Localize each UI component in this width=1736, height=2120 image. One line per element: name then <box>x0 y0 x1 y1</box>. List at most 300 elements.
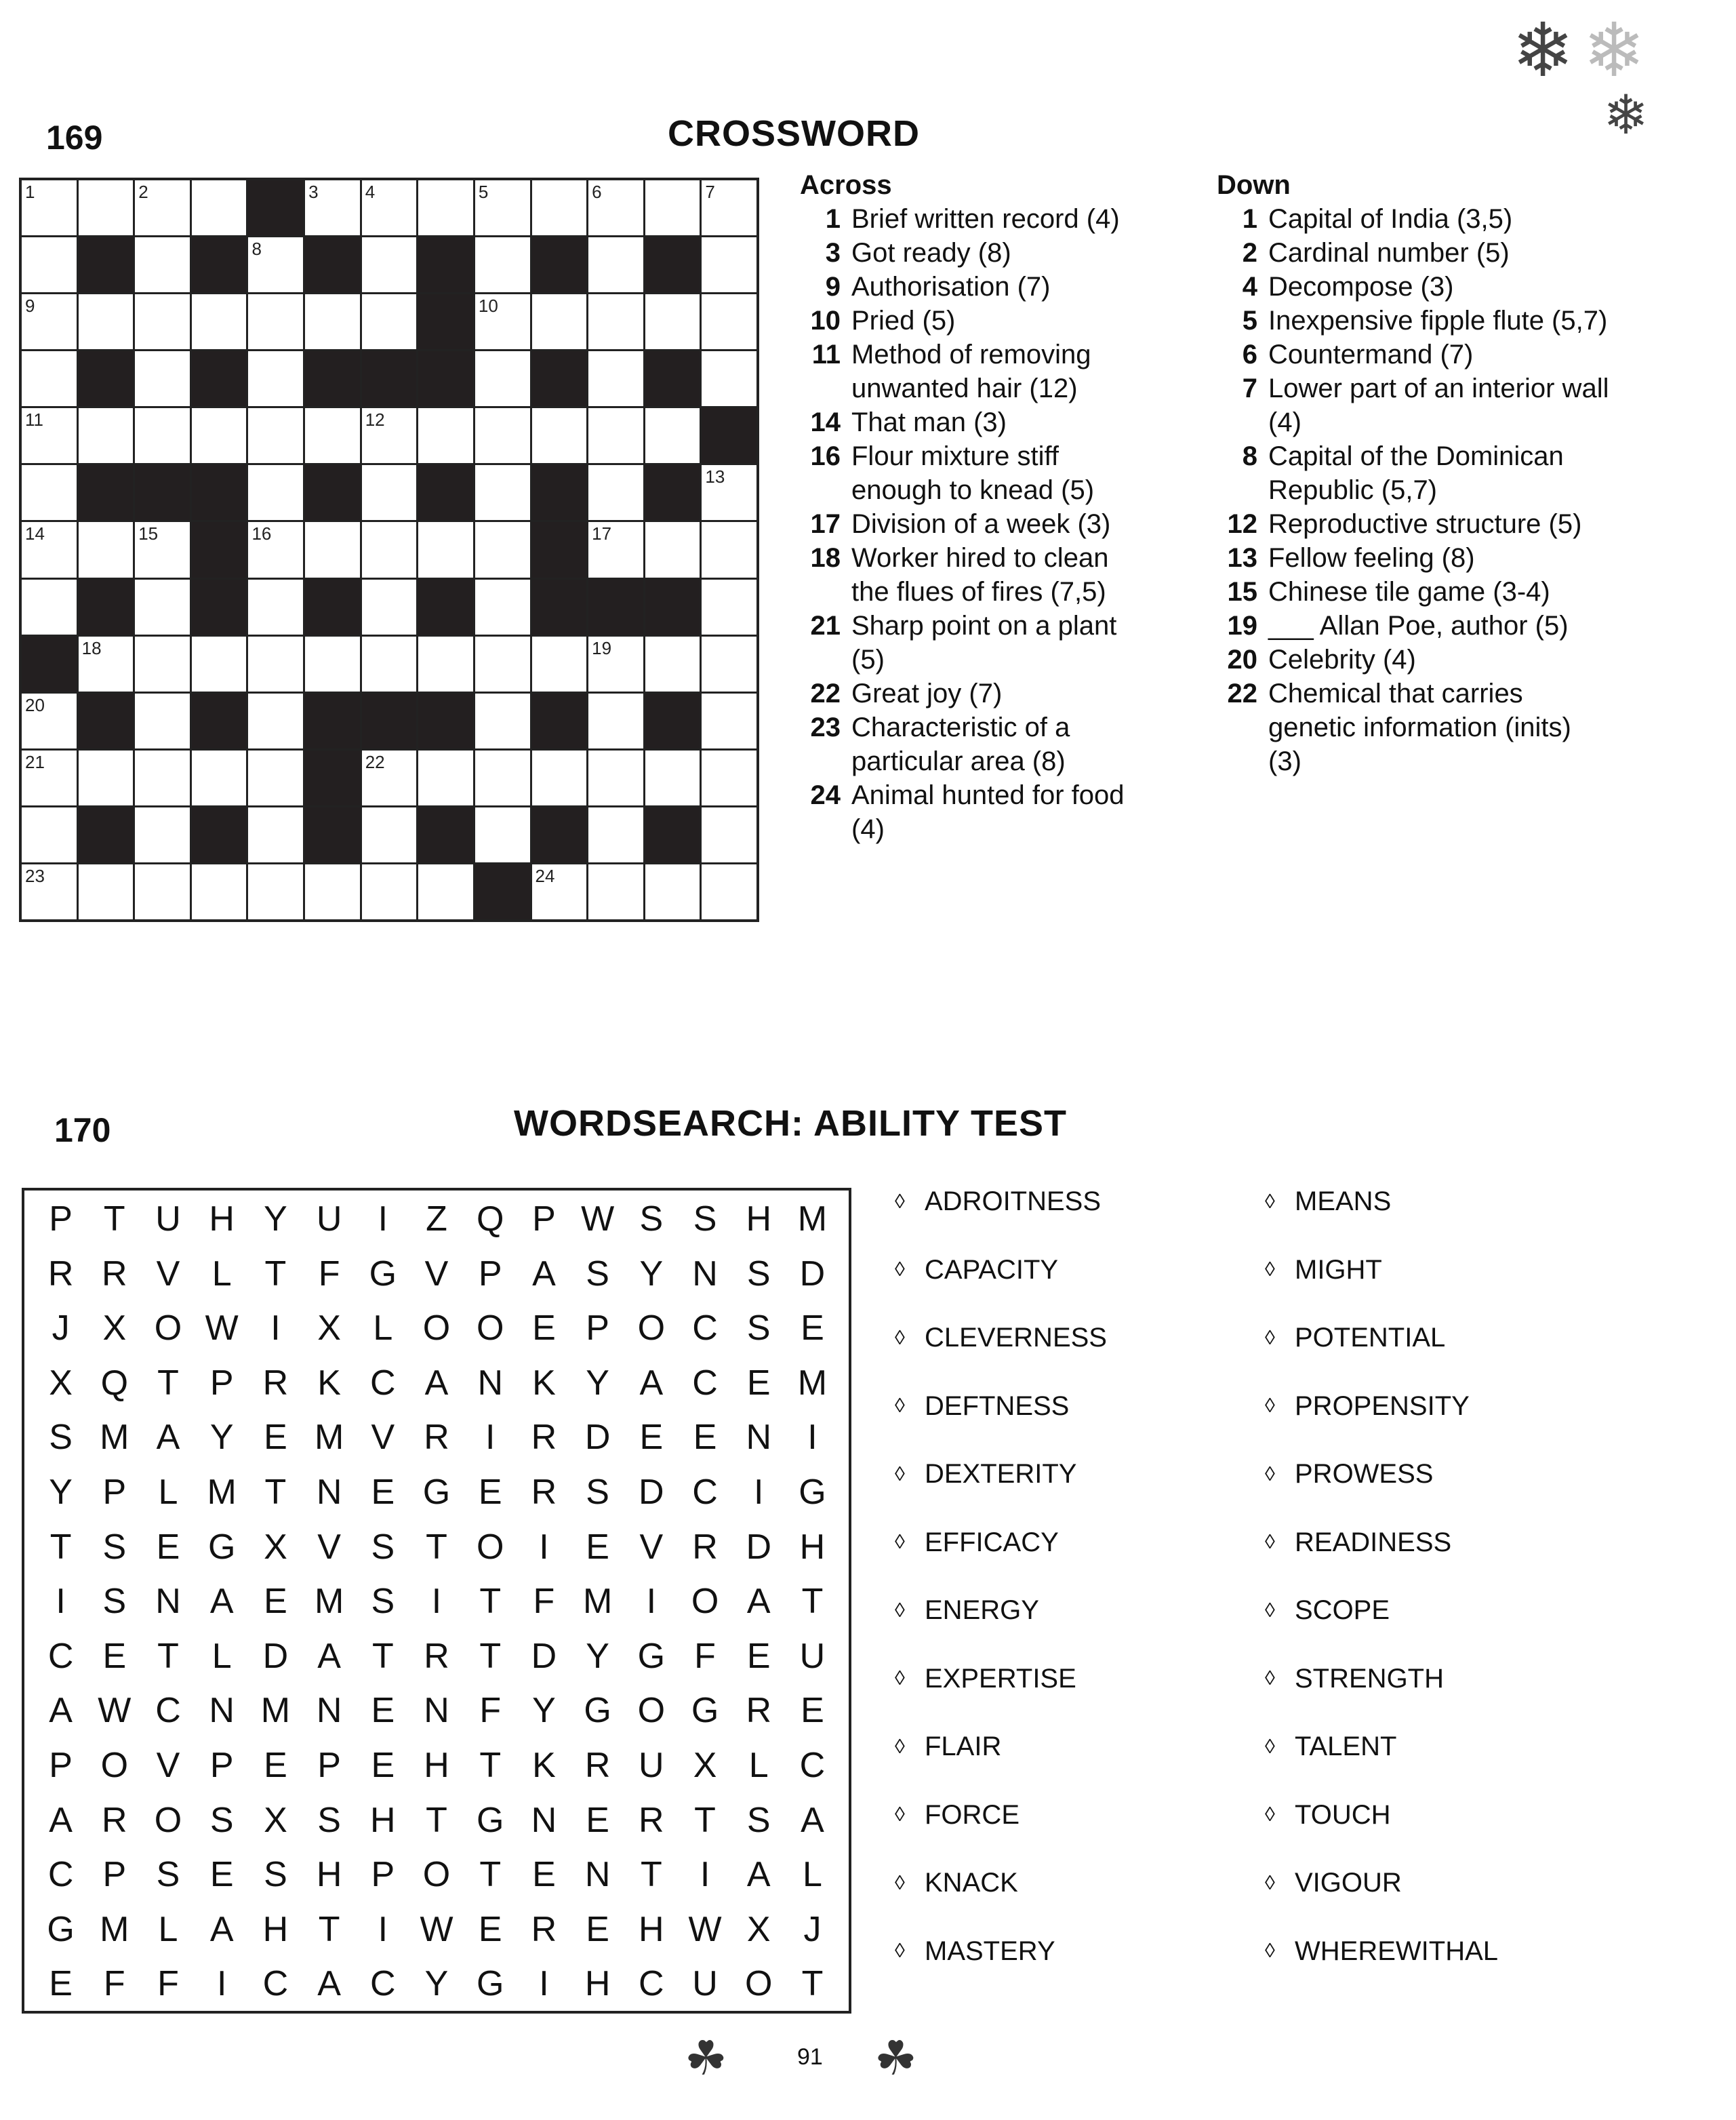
letter[interactable]: A <box>209 1909 234 1949</box>
crossword-cell[interactable] <box>702 807 756 862</box>
letter[interactable]: T <box>479 1582 502 1622</box>
letter[interactable]: A <box>317 1636 341 1676</box>
letter[interactable]: T <box>264 1473 287 1512</box>
letter[interactable]: T <box>318 1909 340 1949</box>
crossword-cell[interactable] <box>135 351 190 406</box>
letter[interactable]: P <box>209 1746 234 1785</box>
letter[interactable]: L <box>748 1746 769 1785</box>
letter[interactable]: S <box>746 1254 771 1294</box>
letter[interactable]: T <box>640 1855 662 1895</box>
letter[interactable]: V <box>639 1527 664 1567</box>
letter[interactable]: P <box>371 1855 395 1895</box>
letter[interactable]: E <box>746 1636 771 1676</box>
crossword-cell[interactable] <box>588 408 643 463</box>
crossword-cell[interactable] <box>135 408 190 463</box>
letter[interactable]: I <box>807 1418 817 1458</box>
letter[interactable]: T <box>49 1527 72 1567</box>
crossword-cell[interactable] <box>305 864 360 919</box>
letter[interactable]: N <box>316 1473 342 1512</box>
letter[interactable]: O <box>477 1308 504 1348</box>
crossword-cell[interactable] <box>192 408 247 463</box>
letter[interactable]: S <box>746 1800 771 1840</box>
crossword-cell[interactable] <box>135 637 190 692</box>
letter[interactable]: C <box>370 1363 396 1403</box>
letter[interactable]: E <box>264 1418 287 1458</box>
letter[interactable]: E <box>746 1363 771 1403</box>
letter[interactable]: S <box>371 1527 395 1567</box>
letter[interactable]: I <box>378 1909 388 1949</box>
crossword-cell[interactable] <box>418 522 473 577</box>
crossword-cell[interactable] <box>79 637 134 692</box>
crossword-cell[interactable] <box>418 180 473 235</box>
crossword-cell[interactable] <box>79 180 134 235</box>
crossword-cell[interactable] <box>135 751 190 805</box>
letter[interactable]: Y <box>532 1691 556 1731</box>
letter[interactable]: G <box>47 1909 75 1949</box>
letter[interactable]: A <box>317 1964 341 2004</box>
letter[interactable]: R <box>102 1800 127 1840</box>
letter[interactable]: S <box>264 1855 287 1895</box>
letter[interactable]: X <box>49 1363 73 1403</box>
letter[interactable]: P <box>102 1473 127 1512</box>
letter[interactable]: E <box>586 1909 609 1949</box>
letter[interactable]: P <box>317 1746 341 1785</box>
letter[interactable]: I <box>378 1199 388 1239</box>
letter[interactable]: T <box>479 1746 502 1785</box>
crossword-cell[interactable] <box>588 694 643 748</box>
letter[interactable]: D <box>746 1527 772 1567</box>
letter[interactable]: E <box>264 1746 287 1785</box>
crossword-cell[interactable] <box>362 580 417 635</box>
letter[interactable]: C <box>639 1964 664 2004</box>
crossword-cell[interactable] <box>475 751 530 805</box>
crossword-cell[interactable] <box>248 751 303 805</box>
crossword-cell[interactable] <box>135 294 190 349</box>
crossword-cell[interactable] <box>475 807 530 862</box>
letter[interactable]: C <box>370 1964 396 2004</box>
crossword-cell[interactable] <box>418 637 473 692</box>
crossword-cell[interactable] <box>702 864 756 919</box>
crossword-cell[interactable] <box>248 807 303 862</box>
crossword-cell[interactable] <box>248 637 303 692</box>
crossword-cell[interactable] <box>79 408 134 463</box>
letter[interactable]: R <box>47 1254 74 1294</box>
letter[interactable]: E <box>532 1855 556 1895</box>
letter[interactable]: I <box>431 1582 442 1622</box>
letter[interactable]: P <box>102 1855 127 1895</box>
crossword-cell[interactable] <box>588 751 643 805</box>
letter[interactable]: T <box>694 1800 716 1840</box>
crossword-cell[interactable] <box>588 864 643 919</box>
letter[interactable]: R <box>424 1636 449 1676</box>
letter[interactable]: V <box>156 1746 180 1785</box>
crossword-cell[interactable] <box>645 408 700 463</box>
letter[interactable]: R <box>531 1909 557 1949</box>
crossword-cell[interactable] <box>588 180 643 235</box>
crossword-cell[interactable] <box>702 180 756 235</box>
letter[interactable]: R <box>531 1418 557 1458</box>
crossword-cell[interactable] <box>192 637 247 692</box>
letter[interactable]: D <box>531 1636 557 1676</box>
crossword-cell[interactable] <box>22 694 77 748</box>
crossword-cell[interactable] <box>588 465 643 520</box>
crossword-cell[interactable] <box>475 694 530 748</box>
letter[interactable]: O <box>691 1582 719 1622</box>
letter[interactable]: I <box>485 1418 496 1458</box>
crossword-cell[interactable] <box>418 864 473 919</box>
letter[interactable]: A <box>424 1363 449 1403</box>
letter[interactable]: I <box>270 1308 281 1348</box>
letter[interactable]: A <box>209 1582 234 1622</box>
letter[interactable]: O <box>154 1308 182 1348</box>
crossword-cell[interactable] <box>532 864 587 919</box>
letter[interactable]: M <box>260 1691 291 1731</box>
letter[interactable]: H <box>746 1199 772 1239</box>
crossword-cell[interactable] <box>79 864 134 919</box>
crossword-cell[interactable] <box>588 351 643 406</box>
crossword-cell[interactable] <box>22 237 77 292</box>
letter[interactable]: E <box>586 1800 609 1840</box>
letter[interactable]: U <box>316 1199 342 1239</box>
crossword-cell[interactable] <box>362 751 417 805</box>
letter[interactable]: T <box>371 1636 394 1676</box>
letter[interactable]: E <box>156 1527 180 1567</box>
letter[interactable]: G <box>477 1964 504 2004</box>
letter[interactable]: E <box>102 1636 127 1676</box>
letter[interactable]: P <box>49 1746 73 1785</box>
letter[interactable]: E <box>693 1418 717 1458</box>
letter[interactable]: I <box>754 1473 764 1512</box>
letter[interactable]: M <box>314 1582 344 1622</box>
crossword-cell[interactable] <box>702 694 756 748</box>
letter[interactable]: L <box>373 1308 393 1348</box>
letter[interactable]: S <box>209 1800 234 1840</box>
crossword-cell[interactable] <box>645 522 700 577</box>
letter[interactable]: T <box>426 1800 447 1840</box>
crossword-cell[interactable] <box>418 751 473 805</box>
letter[interactable]: N <box>316 1691 342 1731</box>
letter[interactable]: U <box>639 1746 664 1785</box>
crossword-cell[interactable] <box>475 180 530 235</box>
crossword-cell[interactable] <box>362 180 417 235</box>
letter[interactable]: W <box>98 1691 132 1731</box>
letter[interactable]: E <box>264 1582 287 1622</box>
letter[interactable]: X <box>264 1527 287 1567</box>
letter[interactable]: T <box>801 1964 824 2004</box>
letter[interactable]: D <box>584 1418 611 1458</box>
letter[interactable]: H <box>316 1855 342 1895</box>
crossword-cell[interactable] <box>532 180 587 235</box>
letter[interactable]: U <box>692 1964 718 2004</box>
letter[interactable]: M <box>100 1909 129 1949</box>
letter[interactable]: D <box>799 1254 826 1294</box>
letter[interactable]: I <box>216 1964 227 2004</box>
letter[interactable]: X <box>264 1800 287 1840</box>
letter[interactable]: X <box>693 1746 717 1785</box>
letter[interactable]: E <box>586 1527 609 1567</box>
letter[interactable]: N <box>424 1691 449 1731</box>
letter[interactable]: W <box>688 1909 722 1949</box>
crossword-cell[interactable] <box>702 237 756 292</box>
letter[interactable]: G <box>584 1691 611 1731</box>
letter[interactable]: N <box>155 1582 181 1622</box>
crossword-cell[interactable] <box>362 408 417 463</box>
letter[interactable]: Y <box>586 1363 609 1403</box>
letter[interactable]: R <box>692 1527 718 1567</box>
letter[interactable]: A <box>746 1855 771 1895</box>
letter[interactable]: S <box>49 1418 73 1458</box>
crossword-cell[interactable] <box>702 751 756 805</box>
letter[interactable]: O <box>637 1308 666 1348</box>
letter[interactable]: H <box>424 1746 449 1785</box>
letter[interactable]: C <box>155 1691 181 1731</box>
letter[interactable]: P <box>532 1199 556 1239</box>
letter[interactable]: H <box>262 1909 289 1949</box>
crossword-cell[interactable] <box>135 864 190 919</box>
letter[interactable]: R <box>531 1473 557 1512</box>
crossword-cell[interactable] <box>645 751 700 805</box>
letter[interactable]: M <box>797 1199 828 1239</box>
crossword-cell[interactable] <box>475 351 530 406</box>
letter[interactable]: F <box>103 1964 125 2004</box>
letter[interactable]: X <box>746 1909 771 1949</box>
letter[interactable]: S <box>156 1855 180 1895</box>
crossword-cell[interactable] <box>475 408 530 463</box>
letter[interactable]: K <box>532 1746 556 1785</box>
letter[interactable]: A <box>49 1800 73 1840</box>
letter[interactable]: N <box>531 1800 557 1840</box>
letter[interactable]: C <box>47 1636 74 1676</box>
letter[interactable]: E <box>209 1855 234 1895</box>
crossword-cell[interactable] <box>362 522 417 577</box>
letter[interactable]: G <box>477 1800 504 1840</box>
letter[interactable]: Y <box>209 1418 234 1458</box>
crossword-cell[interactable] <box>475 522 530 577</box>
crossword-cell[interactable] <box>475 294 530 349</box>
letter[interactable]: V <box>156 1254 180 1294</box>
crossword-cell[interactable] <box>645 294 700 349</box>
crossword-cell[interactable] <box>475 237 530 292</box>
letter[interactable]: Y <box>264 1199 287 1239</box>
crossword-cell[interactable] <box>532 294 587 349</box>
letter[interactable]: E <box>801 1308 824 1348</box>
crossword-cell[interactable] <box>79 751 134 805</box>
letter[interactable]: O <box>477 1527 504 1567</box>
crossword-cell[interactable] <box>305 180 360 235</box>
letter[interactable]: R <box>102 1254 127 1294</box>
letter[interactable]: N <box>584 1855 611 1895</box>
letter[interactable]: A <box>156 1418 180 1458</box>
letter[interactable]: T <box>801 1582 824 1622</box>
crossword-cell[interactable] <box>475 580 530 635</box>
crossword-cell[interactable] <box>702 465 756 520</box>
crossword-cell[interactable] <box>135 522 190 577</box>
letter[interactable]: R <box>639 1800 664 1840</box>
crossword-cell[interactable] <box>702 580 756 635</box>
letter[interactable]: S <box>586 1473 609 1512</box>
crossword-cell[interactable] <box>702 522 756 577</box>
letter[interactable]: H <box>370 1800 396 1840</box>
crossword-cell[interactable] <box>22 465 77 520</box>
letter[interactable]: P <box>209 1363 234 1403</box>
letter[interactable]: T <box>264 1254 287 1294</box>
letter[interactable]: L <box>211 1636 232 1676</box>
letter[interactable]: N <box>477 1363 503 1403</box>
letter[interactable]: U <box>155 1199 181 1239</box>
letter[interactable]: C <box>262 1964 289 2004</box>
letter[interactable]: O <box>637 1691 666 1731</box>
letter[interactable]: S <box>586 1254 609 1294</box>
letter[interactable]: E <box>478 1473 502 1512</box>
crossword-cell[interactable] <box>22 807 77 862</box>
letter[interactable]: E <box>801 1691 824 1731</box>
crossword-cell[interactable] <box>702 637 756 692</box>
crossword-cell[interactable] <box>248 294 303 349</box>
crossword-cell[interactable] <box>645 180 700 235</box>
crossword-cell[interactable] <box>588 294 643 349</box>
letter[interactable]: A <box>801 1800 824 1840</box>
crossword-cell[interactable] <box>475 465 530 520</box>
letter[interactable]: M <box>100 1418 129 1458</box>
letter[interactable]: S <box>317 1800 341 1840</box>
letter[interactable]: M <box>797 1363 828 1403</box>
letter[interactable]: E <box>371 1746 395 1785</box>
letter[interactable]: T <box>426 1527 447 1567</box>
letter[interactable]: S <box>746 1308 771 1348</box>
crossword-cell[interactable] <box>135 807 190 862</box>
letter[interactable]: S <box>102 1582 127 1622</box>
letter[interactable]: K <box>317 1363 341 1403</box>
letter[interactable]: A <box>746 1582 771 1622</box>
crossword-cell[interactable] <box>22 408 77 463</box>
crossword-cell[interactable] <box>192 751 247 805</box>
letter[interactable]: H <box>584 1964 611 2004</box>
crossword-cell[interactable] <box>588 522 643 577</box>
crossword-cell[interactable] <box>362 465 417 520</box>
letter[interactable]: C <box>692 1473 718 1512</box>
crossword-cell[interactable] <box>362 237 417 292</box>
crossword-cell[interactable] <box>532 637 587 692</box>
letter[interactable]: G <box>691 1691 719 1731</box>
crossword-cell[interactable] <box>588 237 643 292</box>
letter[interactable]: M <box>582 1582 613 1622</box>
crossword-cell[interactable] <box>135 237 190 292</box>
letter[interactable]: X <box>317 1308 341 1348</box>
letter[interactable]: I <box>539 1527 549 1567</box>
crossword-cell[interactable] <box>645 637 700 692</box>
letter[interactable]: E <box>639 1418 664 1458</box>
crossword-cell[interactable] <box>248 522 303 577</box>
letter[interactable]: H <box>639 1909 664 1949</box>
letter[interactable]: A <box>639 1363 664 1403</box>
crossword-cell[interactable] <box>588 637 643 692</box>
crossword-cell[interactable] <box>22 751 77 805</box>
letter[interactable]: I <box>56 1582 66 1622</box>
letter[interactable]: Y <box>639 1254 664 1294</box>
letter[interactable]: O <box>745 1964 773 2004</box>
letter[interactable]: O <box>154 1800 182 1840</box>
letter[interactable]: D <box>262 1636 289 1676</box>
letter[interactable]: L <box>158 1909 178 1949</box>
crossword-cell[interactable] <box>22 522 77 577</box>
letter[interactable]: F <box>157 1964 179 2004</box>
letter[interactable]: G <box>422 1473 451 1512</box>
letter[interactable]: C <box>692 1363 718 1403</box>
crossword-cell[interactable] <box>702 294 756 349</box>
crossword-cell[interactable] <box>192 864 247 919</box>
letter[interactable]: Q <box>100 1363 129 1403</box>
letter[interactable]: R <box>262 1363 289 1403</box>
crossword-cell[interactable] <box>135 180 190 235</box>
crossword-cell[interactable] <box>362 637 417 692</box>
letter[interactable]: T <box>157 1636 179 1676</box>
letter[interactable]: T <box>479 1636 502 1676</box>
crossword-cell[interactable] <box>305 294 360 349</box>
letter[interactable]: S <box>639 1199 664 1239</box>
letter[interactable]: O <box>422 1308 451 1348</box>
letter[interactable]: W <box>205 1308 239 1348</box>
crossword-cell[interactable] <box>532 751 587 805</box>
letter[interactable]: T <box>103 1199 125 1239</box>
letter[interactable]: A <box>532 1254 556 1294</box>
letter[interactable]: N <box>746 1418 772 1458</box>
letter[interactable]: R <box>584 1746 611 1785</box>
letter[interactable]: F <box>533 1582 555 1622</box>
crossword-cell[interactable] <box>22 864 77 919</box>
letter[interactable]: E <box>371 1473 395 1512</box>
crossword-cell[interactable] <box>135 694 190 748</box>
letter[interactable]: E <box>478 1909 502 1949</box>
crossword-cell[interactable] <box>22 580 77 635</box>
letter[interactable]: S <box>102 1527 127 1567</box>
crossword-cell[interactable] <box>305 408 360 463</box>
letter[interactable]: G <box>207 1527 236 1567</box>
crossword-cell[interactable] <box>248 351 303 406</box>
letter[interactable]: C <box>47 1855 74 1895</box>
crossword-cell[interactable] <box>418 408 473 463</box>
crossword-cell[interactable] <box>362 864 417 919</box>
letter[interactable]: R <box>746 1691 772 1731</box>
letter[interactable]: F <box>479 1691 502 1731</box>
letter[interactable]: Y <box>424 1964 449 2004</box>
crossword-cell[interactable] <box>248 465 303 520</box>
letter[interactable]: J <box>803 1909 822 1949</box>
crossword-cell[interactable] <box>248 864 303 919</box>
letter[interactable]: N <box>209 1691 235 1731</box>
letter[interactable]: Q <box>477 1199 504 1239</box>
crossword-cell[interactable] <box>248 694 303 748</box>
letter[interactable]: L <box>802 1855 822 1895</box>
letter[interactable]: G <box>637 1636 666 1676</box>
crossword-cell[interactable] <box>248 580 303 635</box>
letter[interactable]: E <box>532 1308 556 1348</box>
crossword-cell[interactable] <box>248 237 303 292</box>
letter[interactable]: I <box>700 1855 710 1895</box>
letter[interactable]: I <box>539 1964 549 2004</box>
letter[interactable]: K <box>532 1363 556 1403</box>
letter[interactable]: W <box>581 1199 615 1239</box>
letter[interactable]: J <box>52 1308 70 1348</box>
letter[interactable]: T <box>479 1855 502 1895</box>
letter[interactable]: H <box>799 1527 826 1567</box>
letter[interactable]: F <box>318 1254 340 1294</box>
letter[interactable]: E <box>371 1691 395 1731</box>
crossword-cell[interactable] <box>362 294 417 349</box>
letter[interactable]: C <box>799 1746 826 1785</box>
letter[interactable]: L <box>158 1473 178 1512</box>
letter[interactable]: H <box>209 1199 235 1239</box>
letter[interactable]: V <box>424 1254 449 1294</box>
